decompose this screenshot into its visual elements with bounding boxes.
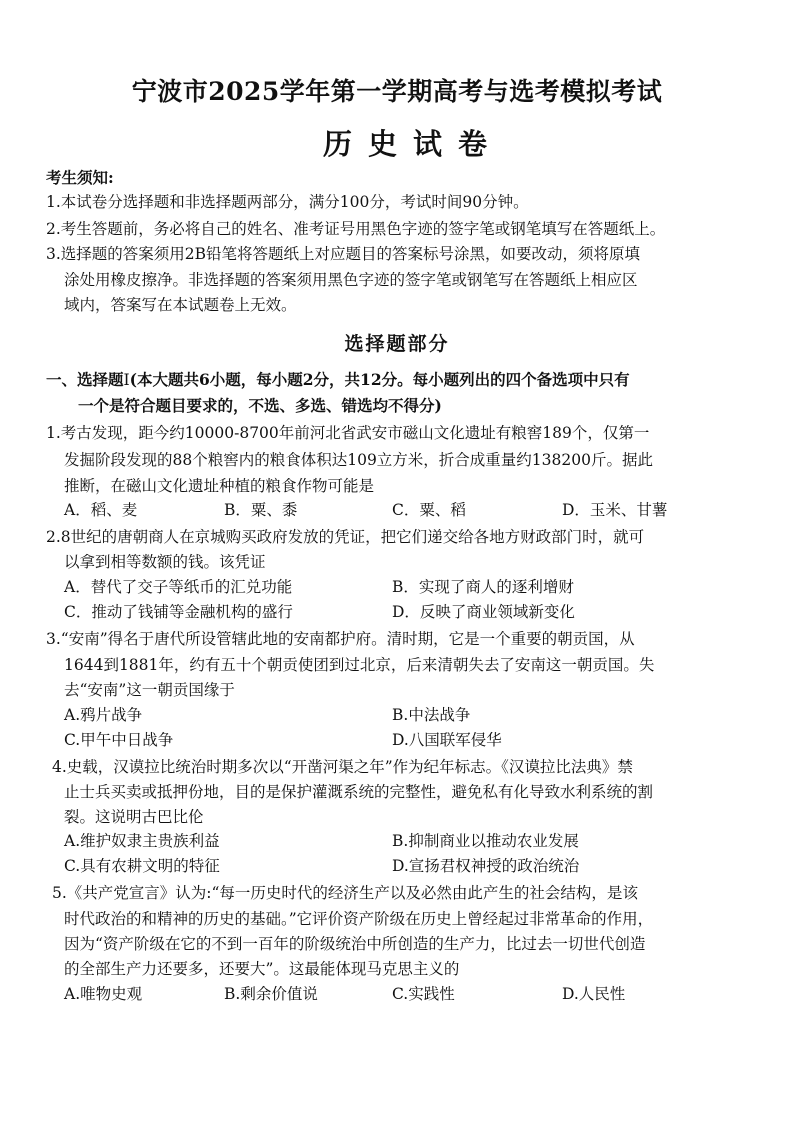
question-3-option-c: C.甲午中日战争 [64,731,174,749]
question-3-option-d: D.八国联军侵华 [392,731,502,749]
question-2-option-c: C．推动了钱铺等金融机构的盛行 [64,603,293,621]
question-1-line-1: 1.考古发现，距今约10000-8700年前河北省武安市磁山文化遗址有粮窖189个，仅第一 [46,424,650,442]
question-3-option-a: A.鸦片战争 [64,706,143,724]
question-5-line-3: 因为“资产阶级在它的不到一百年的阶级统治中所创造的生产力，比过去一切世代创造 [64,935,646,953]
section-instruction-line2: 一个是符合题目要求的，不选、多选、错选均不得分) [78,396,442,415]
question-1-line-3: 推断，在磁山文化遗址种植的粮食作物可能是 [64,477,375,495]
question-5-option-c: C.实践性 [392,985,455,1003]
section-instruction [46,372,630,389]
question-1-option-a: A．稻、麦 [64,501,138,519]
question-3-line-1: 3.“安南”得名于唐代所设管辖此地的安南都护府。清时期，它是一个重要的朝贡国，从 [46,630,635,648]
instruction-bold: 一、选择题 [46,370,124,389]
exam-subtitle: 历史试卷 [322,127,503,161]
question-2-line-2: 以拿到相等数额的钱。该凭证 [64,553,266,571]
question-2-option-d: D．反映了商业领域新变化 [392,603,575,621]
question-2-line-1: 2.8世纪的唐朝商人在京城购买政府发放的凭证，把它们递交给各地方财政部门时，就可 [46,528,645,546]
notice-item-2: 2.考生答题前，务必将自己的姓名、准考证号用黑色字迹的签字笔或钢笔填写在答题纸上。 [46,220,666,238]
notice-item-3: 3.选择题的答案须用2B铅笔将答题纸上对应题目的答案标号涂黑，如要改动，须将原填 [46,245,641,263]
question-3-line-3: 去“安南”这一朝贡国缘于 [64,681,235,699]
question-5-line-2: 时代政治的和精神的历史的基础。”它评价资产阶级在历史上曾经起过非常革命的作用， [64,910,654,928]
question-4-option-b: B.抑制商业以推动农业发展 [392,832,579,850]
question-5-option-b: B.剩余价值说 [224,985,318,1003]
question-2-option-a: A．替代了交子等纸币的汇兑功能 [64,578,293,596]
question-5-option-d: D.人民性 [562,985,626,1003]
question-4-line-1: 4.史载，汉谟拉比统治时期多次以“开凿河渠之年”作为纪年标志。《汉谟拉比法典》禁 [52,758,633,776]
question-4-option-a: A.维护奴隶主贵族利益 [64,832,220,850]
notice-item-3-cont-1: 涂处用橡皮擦净。非选择题的答案须用黑色字迹的签字笔或钢笔写在答题纸上相应区 [64,271,638,289]
question-1-option-c: C．粟、稻 [392,501,466,519]
question-1-option-b: B．粟、黍 [224,501,298,519]
question-4-line-2: 止士兵买卖或抵押份地，目的是保护灌溉系统的完整性，避免私有化导致水利系统的割 [64,783,654,801]
question-1-option-d: D．玉米、甘薯 [562,501,668,519]
question-3-option-b: B.中法战争 [392,706,471,724]
question-4-option-c: C.具有农耕文明的特征 [64,857,220,875]
question-5-option-a: A.唯物史观 [64,985,143,1003]
question-3-line-2: 1644到1881年，约有五十个朝贡使团到过北京，后来清朝失去了安南这一朝贡国。失 [64,656,655,674]
question-2-option-b: B．实现了商人的逐利增财 [392,578,574,596]
question-4-option-d: D.宣扬君权神授的政治统治 [392,857,580,875]
section-title: 选择题部分 [344,333,450,355]
notice-heading: 考生须知: [46,168,114,187]
question-5-line-1: 5.《共产党宣言》认为:“每一历史时代的经济生产以及必然由此产生的社会结构，是该 [52,884,638,902]
notice-item-1: 1.本试卷分选择题和非选择题两部分，满分100分，考试时间90分钟。 [46,193,529,211]
exam-title: 宁波市2025学年第一学期高考与选考模拟考试 [131,77,663,106]
instruction-roman: Ⅰ [123,371,130,389]
question-1-line-2: 发掘阶段发现的88个粮窖内的粮食体积达109立方米，折合成重量约138200斤。据此 [64,451,653,469]
question-4-line-3: 裂。这说明古巴比伦 [64,808,204,826]
notice-item-3-cont-2: 域内，答案写在本试题卷上无效。 [64,296,297,314]
question-5-line-4: 的全部生产力还要多，还要大”。这最能体现马克思主义的 [64,960,460,978]
instruction-rest: (本大题共6小题，每小题2分，共12分。每小题列出的四个备选项中只有 [129,370,630,389]
